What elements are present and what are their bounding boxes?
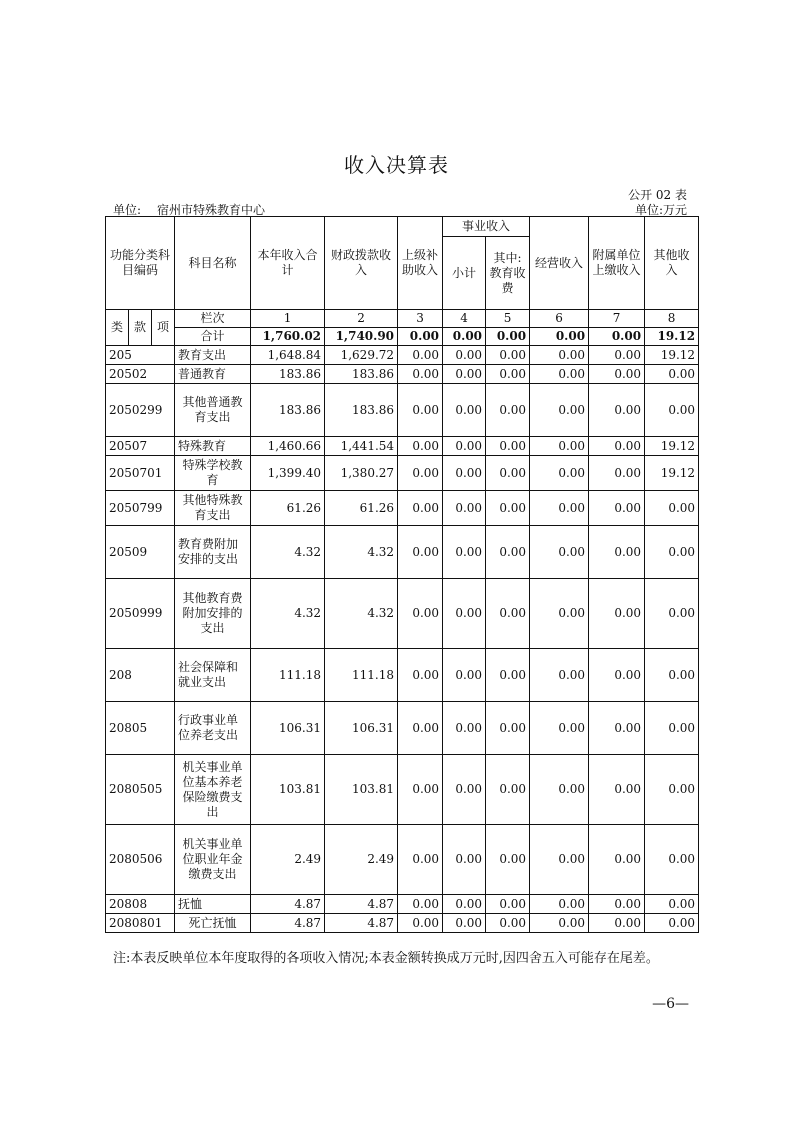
amount-cell: 183.86	[251, 384, 325, 437]
total-cell: 0.00	[530, 328, 589, 346]
amount-cell: 0.00	[589, 437, 645, 456]
col-num: 8	[645, 310, 699, 328]
amount-cell: 0.00	[486, 384, 530, 437]
amount-cell: 106.31	[325, 702, 398, 755]
amount-cell: 61.26	[251, 491, 325, 526]
amount-cell: 103.81	[325, 755, 398, 825]
amount-cell: 0.00	[443, 755, 486, 825]
total-cell: 0.00	[486, 328, 530, 346]
total-cell: 19.12	[645, 328, 699, 346]
amount-cell: 0.00	[443, 437, 486, 456]
amount-cell: 0.00	[486, 579, 530, 649]
col-num: 5	[486, 310, 530, 328]
table-row	[106, 346, 699, 365]
amount-cell: 0.00	[530, 579, 589, 649]
page-number: —6—	[652, 996, 689, 1012]
amount-cell: 1,380.27	[325, 456, 398, 491]
amount-cell: 4.32	[251, 526, 325, 579]
amount-cell: 0.00	[530, 526, 589, 579]
subject-name: 特殊学校教育	[175, 456, 251, 491]
amount-cell: 0.00	[589, 365, 645, 384]
table-row	[106, 649, 699, 702]
amount-cell: 0.00	[589, 579, 645, 649]
unit-label: 单位:	[113, 203, 142, 217]
amount-cell: 0.00	[443, 384, 486, 437]
page-title: 收入决算表	[344, 153, 449, 177]
subject-code: 2080801	[106, 914, 175, 933]
total-cell: 0.00	[443, 328, 486, 346]
table-row	[106, 526, 699, 579]
amount-cell: 0.00	[589, 649, 645, 702]
total-row	[106, 328, 699, 346]
amount-cell: 0.00	[486, 437, 530, 456]
amount-cell: 1,460.66	[251, 437, 325, 456]
amount-cell: 0.00	[589, 702, 645, 755]
table-row	[106, 365, 699, 384]
amount-cell: 0.00	[589, 755, 645, 825]
amount-cell: 0.00	[398, 456, 443, 491]
amount-cell: 0.00	[486, 346, 530, 365]
amount-cell: 0.00	[589, 346, 645, 365]
subject-name: 其他普通教育支出	[175, 384, 251, 437]
table-row	[106, 579, 699, 649]
amount-cell: 4.87	[325, 895, 398, 914]
subject-code: 2080505	[106, 755, 175, 825]
amount-cell: 0.00	[530, 437, 589, 456]
subject-code: 2080506	[106, 825, 175, 895]
form-number: 公开 02 表	[628, 188, 687, 202]
amount-cell: 0.00	[589, 491, 645, 526]
subject-name: 机关事业单位职业年金缴费支出	[175, 825, 251, 895]
header-subtotal: 小计	[443, 237, 486, 310]
amount-cell: 4.87	[251, 914, 325, 933]
header-fiscal: 财政拨款收入	[325, 217, 398, 310]
subject-name: 死亡抚恤	[175, 914, 251, 933]
amount-cell: 0.00	[486, 914, 530, 933]
subject-name: 抚恤	[175, 895, 251, 914]
amount-cell: 0.00	[398, 384, 443, 437]
amount-cell: 0.00	[645, 702, 699, 755]
amount-cell: 0.00	[589, 895, 645, 914]
row-no-label: 栏次	[175, 310, 251, 328]
amount-cell: 0.00	[486, 895, 530, 914]
amount-cell: 0.00	[530, 895, 589, 914]
amount-cell: 0.00	[398, 579, 443, 649]
amount-cell: 0.00	[645, 384, 699, 437]
amount-cell: 0.00	[398, 755, 443, 825]
amount-cell: 0.00	[443, 895, 486, 914]
unit-name: 宿州市特殊教育中心	[157, 203, 266, 217]
amount-cell: 0.00	[645, 579, 699, 649]
amount-cell: 0.00	[486, 491, 530, 526]
amount-cell: 19.12	[645, 456, 699, 491]
subject-code: 205	[106, 346, 175, 365]
amount-cell: 0.00	[530, 384, 589, 437]
subject-name: 其他教育费附加安排的支出	[175, 579, 251, 649]
total-cell: 1,760.02	[251, 328, 325, 346]
header-lei: 类	[106, 310, 129, 346]
header-kuan: 款	[129, 310, 152, 346]
amount-cell: 0.00	[443, 825, 486, 895]
amount-cell: 0.00	[645, 895, 699, 914]
data-rows	[106, 346, 699, 933]
amount-cell: 0.00	[398, 895, 443, 914]
total-label: 合计	[175, 328, 251, 346]
subject-name: 特殊教育	[175, 437, 251, 456]
table-row	[106, 384, 699, 437]
amount-cell: 0.00	[530, 755, 589, 825]
amount-cell: 0.00	[589, 526, 645, 579]
currency-unit: 单位:万元	[634, 203, 687, 217]
amount-cell: 0.00	[398, 649, 443, 702]
header-upper-subsidy: 上级补助收入	[398, 217, 443, 310]
amount-cell: 0.00	[443, 579, 486, 649]
col-num: 1	[251, 310, 325, 328]
amount-cell: 0.00	[645, 365, 699, 384]
subject-code: 20502	[106, 365, 175, 384]
amount-cell: 0.00	[486, 526, 530, 579]
amount-cell: 1,648.84	[251, 346, 325, 365]
subject-code: 2050701	[106, 456, 175, 491]
amount-cell: 0.00	[589, 914, 645, 933]
header-row-1	[106, 217, 699, 237]
amount-cell: 19.12	[645, 437, 699, 456]
header-xiang: 项	[152, 310, 175, 346]
amount-cell: 183.86	[325, 384, 398, 437]
amount-cell: 0.00	[530, 346, 589, 365]
amount-cell: 183.86	[325, 365, 398, 384]
subject-name: 教育支出	[175, 346, 251, 365]
subject-code: 208	[106, 649, 175, 702]
amount-cell: 111.18	[325, 649, 398, 702]
subject-code: 2050799	[106, 491, 175, 526]
amount-cell: 103.81	[251, 755, 325, 825]
amount-cell: 0.00	[589, 456, 645, 491]
amount-cell: 0.00	[645, 914, 699, 933]
income-table	[105, 216, 699, 933]
header-func-code: 功能分类科目编码	[106, 217, 175, 310]
amount-cell: 0.00	[398, 702, 443, 755]
amount-cell: 0.00	[486, 825, 530, 895]
subject-name: 行政事业单位养老支出	[175, 702, 251, 755]
amount-cell: 0.00	[530, 491, 589, 526]
table-row	[106, 895, 699, 914]
amount-cell: 0.00	[486, 456, 530, 491]
amount-cell: 0.00	[530, 456, 589, 491]
amount-cell: 0.00	[398, 825, 443, 895]
subject-code: 20507	[106, 437, 175, 456]
table-row	[106, 702, 699, 755]
amount-cell: 0.00	[398, 346, 443, 365]
table-row	[106, 825, 699, 895]
subject-name: 其他特殊教育支出	[175, 491, 251, 526]
table-row	[106, 437, 699, 456]
subject-name: 普通教育	[175, 365, 251, 384]
amount-cell: 1,441.54	[325, 437, 398, 456]
total-cell: 0.00	[589, 328, 645, 346]
amount-cell: 0.00	[530, 825, 589, 895]
amount-cell: 0.00	[530, 914, 589, 933]
amount-cell: 0.00	[443, 649, 486, 702]
amount-cell: 0.00	[443, 526, 486, 579]
amount-cell: 0.00	[486, 702, 530, 755]
amount-cell: 1,629.72	[325, 346, 398, 365]
header-total-income: 本年收入合计	[251, 217, 325, 310]
amount-cell: 0.00	[443, 456, 486, 491]
subject-code: 20808	[106, 895, 175, 914]
amount-cell: 0.00	[443, 346, 486, 365]
header-business-income: 事业收入	[443, 217, 530, 237]
table-row	[106, 456, 699, 491]
amount-cell: 106.31	[251, 702, 325, 755]
amount-cell: 0.00	[398, 437, 443, 456]
amount-cell: 2.49	[251, 825, 325, 895]
amount-cell: 0.00	[645, 526, 699, 579]
amount-cell: 4.32	[325, 526, 398, 579]
amount-cell: 4.32	[251, 579, 325, 649]
subject-code: 2050999	[106, 579, 175, 649]
amount-cell: 4.32	[325, 579, 398, 649]
column-number-row	[106, 310, 699, 328]
amount-cell: 1,399.40	[251, 456, 325, 491]
amount-cell: 19.12	[645, 346, 699, 365]
amount-cell: 0.00	[443, 365, 486, 384]
total-cell: 0.00	[398, 328, 443, 346]
total-cell: 1,740.90	[325, 328, 398, 346]
header-affiliated: 附属单位上缴收入	[589, 217, 645, 310]
amount-cell: 0.00	[398, 526, 443, 579]
amount-cell: 0.00	[398, 491, 443, 526]
subject-name: 社会保障和就业支出	[175, 649, 251, 702]
subject-name: 机关事业单位基本养老保险缴费支出	[175, 755, 251, 825]
header-other: 其他收入	[645, 217, 699, 310]
amount-cell: 0.00	[486, 365, 530, 384]
table-row	[106, 755, 699, 825]
amount-cell: 4.87	[251, 895, 325, 914]
header-subject-name: 科目名称	[175, 217, 251, 310]
col-num: 3	[398, 310, 443, 328]
amount-cell: 0.00	[645, 649, 699, 702]
amount-cell: 183.86	[251, 365, 325, 384]
amount-cell: 0.00	[443, 491, 486, 526]
amount-cell: 0.00	[443, 702, 486, 755]
amount-cell: 0.00	[486, 649, 530, 702]
col-num: 6	[530, 310, 589, 328]
amount-cell: 61.26	[325, 491, 398, 526]
col-num: 7	[589, 310, 645, 328]
subject-name: 教育费附加安排的支出	[175, 526, 251, 579]
amount-cell: 111.18	[251, 649, 325, 702]
amount-cell: 0.00	[530, 649, 589, 702]
subject-code: 2050299	[106, 384, 175, 437]
amount-cell: 0.00	[645, 755, 699, 825]
amount-cell: 0.00	[589, 825, 645, 895]
amount-cell: 0.00	[645, 491, 699, 526]
col-num: 4	[443, 310, 486, 328]
subject-code: 20509	[106, 526, 175, 579]
amount-cell: 0.00	[443, 914, 486, 933]
amount-cell: 4.87	[325, 914, 398, 933]
amount-cell: 0.00	[530, 365, 589, 384]
amount-cell: 0.00	[398, 914, 443, 933]
header-edu-fee: 其中:教育收费	[486, 237, 530, 310]
amount-cell: 2.49	[325, 825, 398, 895]
amount-cell: 0.00	[645, 825, 699, 895]
amount-cell: 0.00	[530, 702, 589, 755]
table-row	[106, 491, 699, 526]
amount-cell: 0.00	[589, 384, 645, 437]
footnote: 注:本表反映单位本年度取得的各项收入情况;本表金额转换成万元时,因四舍五入可能存在尾差。	[113, 951, 659, 966]
subject-code: 20805	[106, 702, 175, 755]
amount-cell: 0.00	[486, 755, 530, 825]
header-operating: 经营收入	[530, 217, 589, 310]
amount-cell: 0.00	[398, 365, 443, 384]
col-num: 2	[325, 310, 398, 328]
table-row	[106, 914, 699, 933]
